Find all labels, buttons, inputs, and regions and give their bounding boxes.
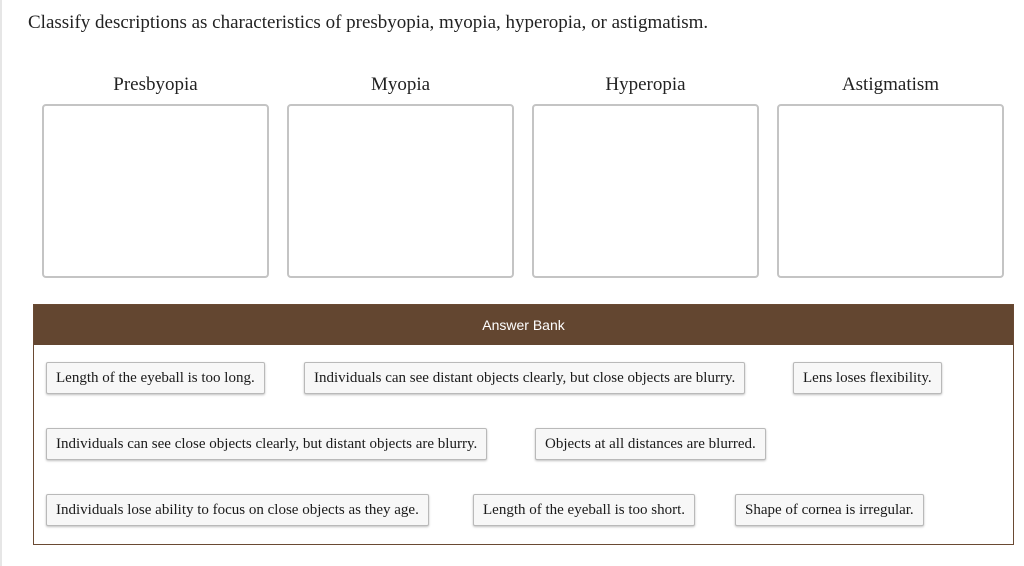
category-myopia: [287, 72, 514, 278]
answer-chip-lens-loses-flexibility[interactable]: Lens loses flexibility.: [793, 362, 942, 394]
category-label-astigmatism: Astigmatism: [841, 74, 940, 95]
answer-chip-see-distant-clearly[interactable]: Individuals can see distant objects clearly, but close objects are blurry.: [304, 362, 745, 394]
drop-zone-presbyopia[interactable]: [42, 104, 269, 278]
answer-chip-cornea-irregular[interactable]: Shape of cornea is irregular.: [735, 494, 924, 526]
drop-zone-myopia[interactable]: [287, 104, 514, 278]
category-hyperopia: [532, 72, 759, 278]
answer-chip-lose-focus-with-age[interactable]: Individuals lose ability to focus on close objects as they age.: [46, 494, 429, 526]
category-label-presbyopia: Presbyopia: [113, 74, 198, 95]
answer-chip-eyeball-too-long[interactable]: Length of the eyeball is too long.: [46, 362, 265, 394]
page-left-rule: [0, 0, 2, 566]
drop-zone-hyperopia[interactable]: [532, 104, 759, 278]
category-astigmatism: [777, 72, 1004, 278]
answer-chip-all-distances-blurred[interactable]: Objects at all distances are blurred.: [535, 428, 766, 460]
answer-bank-items: [34, 345, 1013, 544]
drop-zone-astigmatism[interactable]: [777, 104, 1004, 278]
answer-bank: [33, 304, 1014, 545]
answer-chip-see-close-clearly[interactable]: Individuals can see close objects clearly, but distant objects are blurry.: [46, 428, 487, 460]
answer-bank-title: Answer Bank: [34, 305, 1013, 345]
category-label-myopia: Myopia: [370, 74, 431, 95]
category-presbyopia: [42, 72, 269, 278]
answer-chip-eyeball-too-short[interactable]: Length of the eyeball is too short.: [473, 494, 695, 526]
question-instruction: Classify descriptions as characteristics of presbyopia, myopia, hyperopia, or astigmatism.: [28, 12, 709, 33]
category-label-hyperopia: Hyperopia: [605, 74, 686, 95]
